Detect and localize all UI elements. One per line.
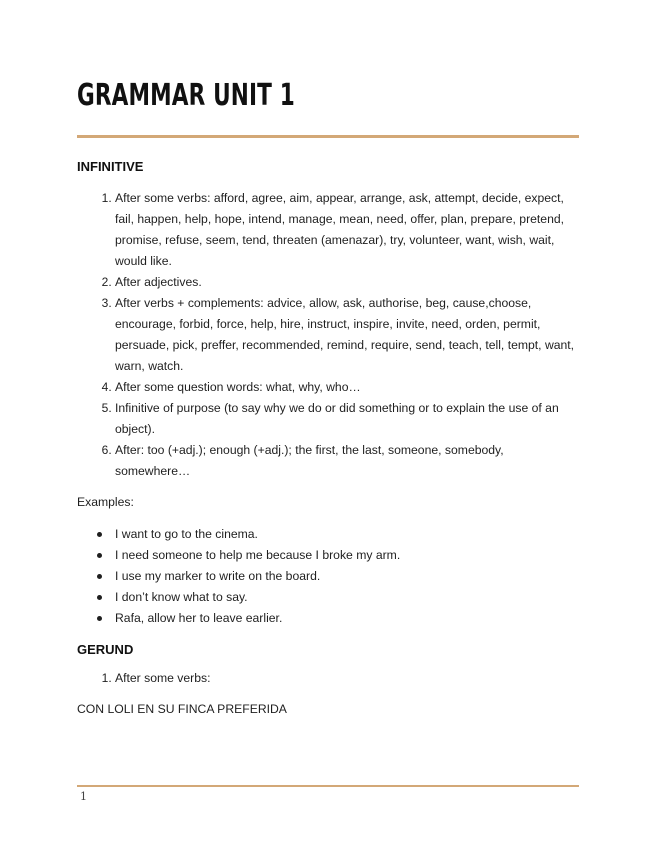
list-item: 1. After some verbs: — [115, 668, 579, 689]
list-item: Rafa, allow her to leave earlier. — [115, 608, 579, 629]
footer-divider — [77, 785, 579, 787]
list-item: 2. After adjectives. — [115, 272, 579, 293]
list-item: 4. After some question words: what, why, who… — [115, 377, 579, 398]
list-item: 5. Infinitive of purpose (to say why we do or did something or to explain the use of an object). — [115, 398, 579, 440]
infinitive-heading: INFINITIVE — [77, 159, 144, 174]
examples-label: Examples: — [77, 495, 134, 509]
list-item: I don’t know what to say. — [115, 587, 579, 608]
document-body — [77, 157, 579, 720]
gerund-heading: GERUND — [77, 642, 134, 657]
examples-list — [77, 524, 579, 629]
list-item: I use my marker to write on the board. — [115, 566, 579, 587]
infinitive-list — [77, 188, 579, 482]
list-item: I need someone to help me because I broke my arm. — [115, 545, 579, 566]
list-item: 1. After some verbs: afford, agree, aim, appear, arrange, ask, attempt, decide, expect, fail, happen, help, hope, intend, manage, mean, need, offer, plan, prepare, pretend, promise, refuse, seem, tend, threaten (amenazar), try, volunteer, want, wish, wait, would like. — [115, 188, 579, 272]
list-item: 6. After: too (+adj.); enough (+adj.); the first, the last, someone, somebody, somewhere… — [115, 440, 579, 482]
document-title: GRAMMAR UNIT 1 — [77, 78, 295, 113]
page-number: 1 — [80, 790, 87, 803]
title-divider — [77, 135, 579, 138]
gerund-list — [77, 668, 579, 689]
list-item: 3. After verbs + complements: advice, allow, ask, authorise, beg, cause,choose, encourage, forbid, force, help, hire, instruct, inspire, invite, need, orden, permit, persuade, pick, preffer, recommended, remind, require, send, teach, tell, tempt, want, warn, watch. — [115, 293, 579, 377]
list-item: I want to go to the cinema. — [115, 524, 579, 545]
footnote-text: CON LOLI EN SU FINCA PREFERIDA — [77, 702, 287, 716]
